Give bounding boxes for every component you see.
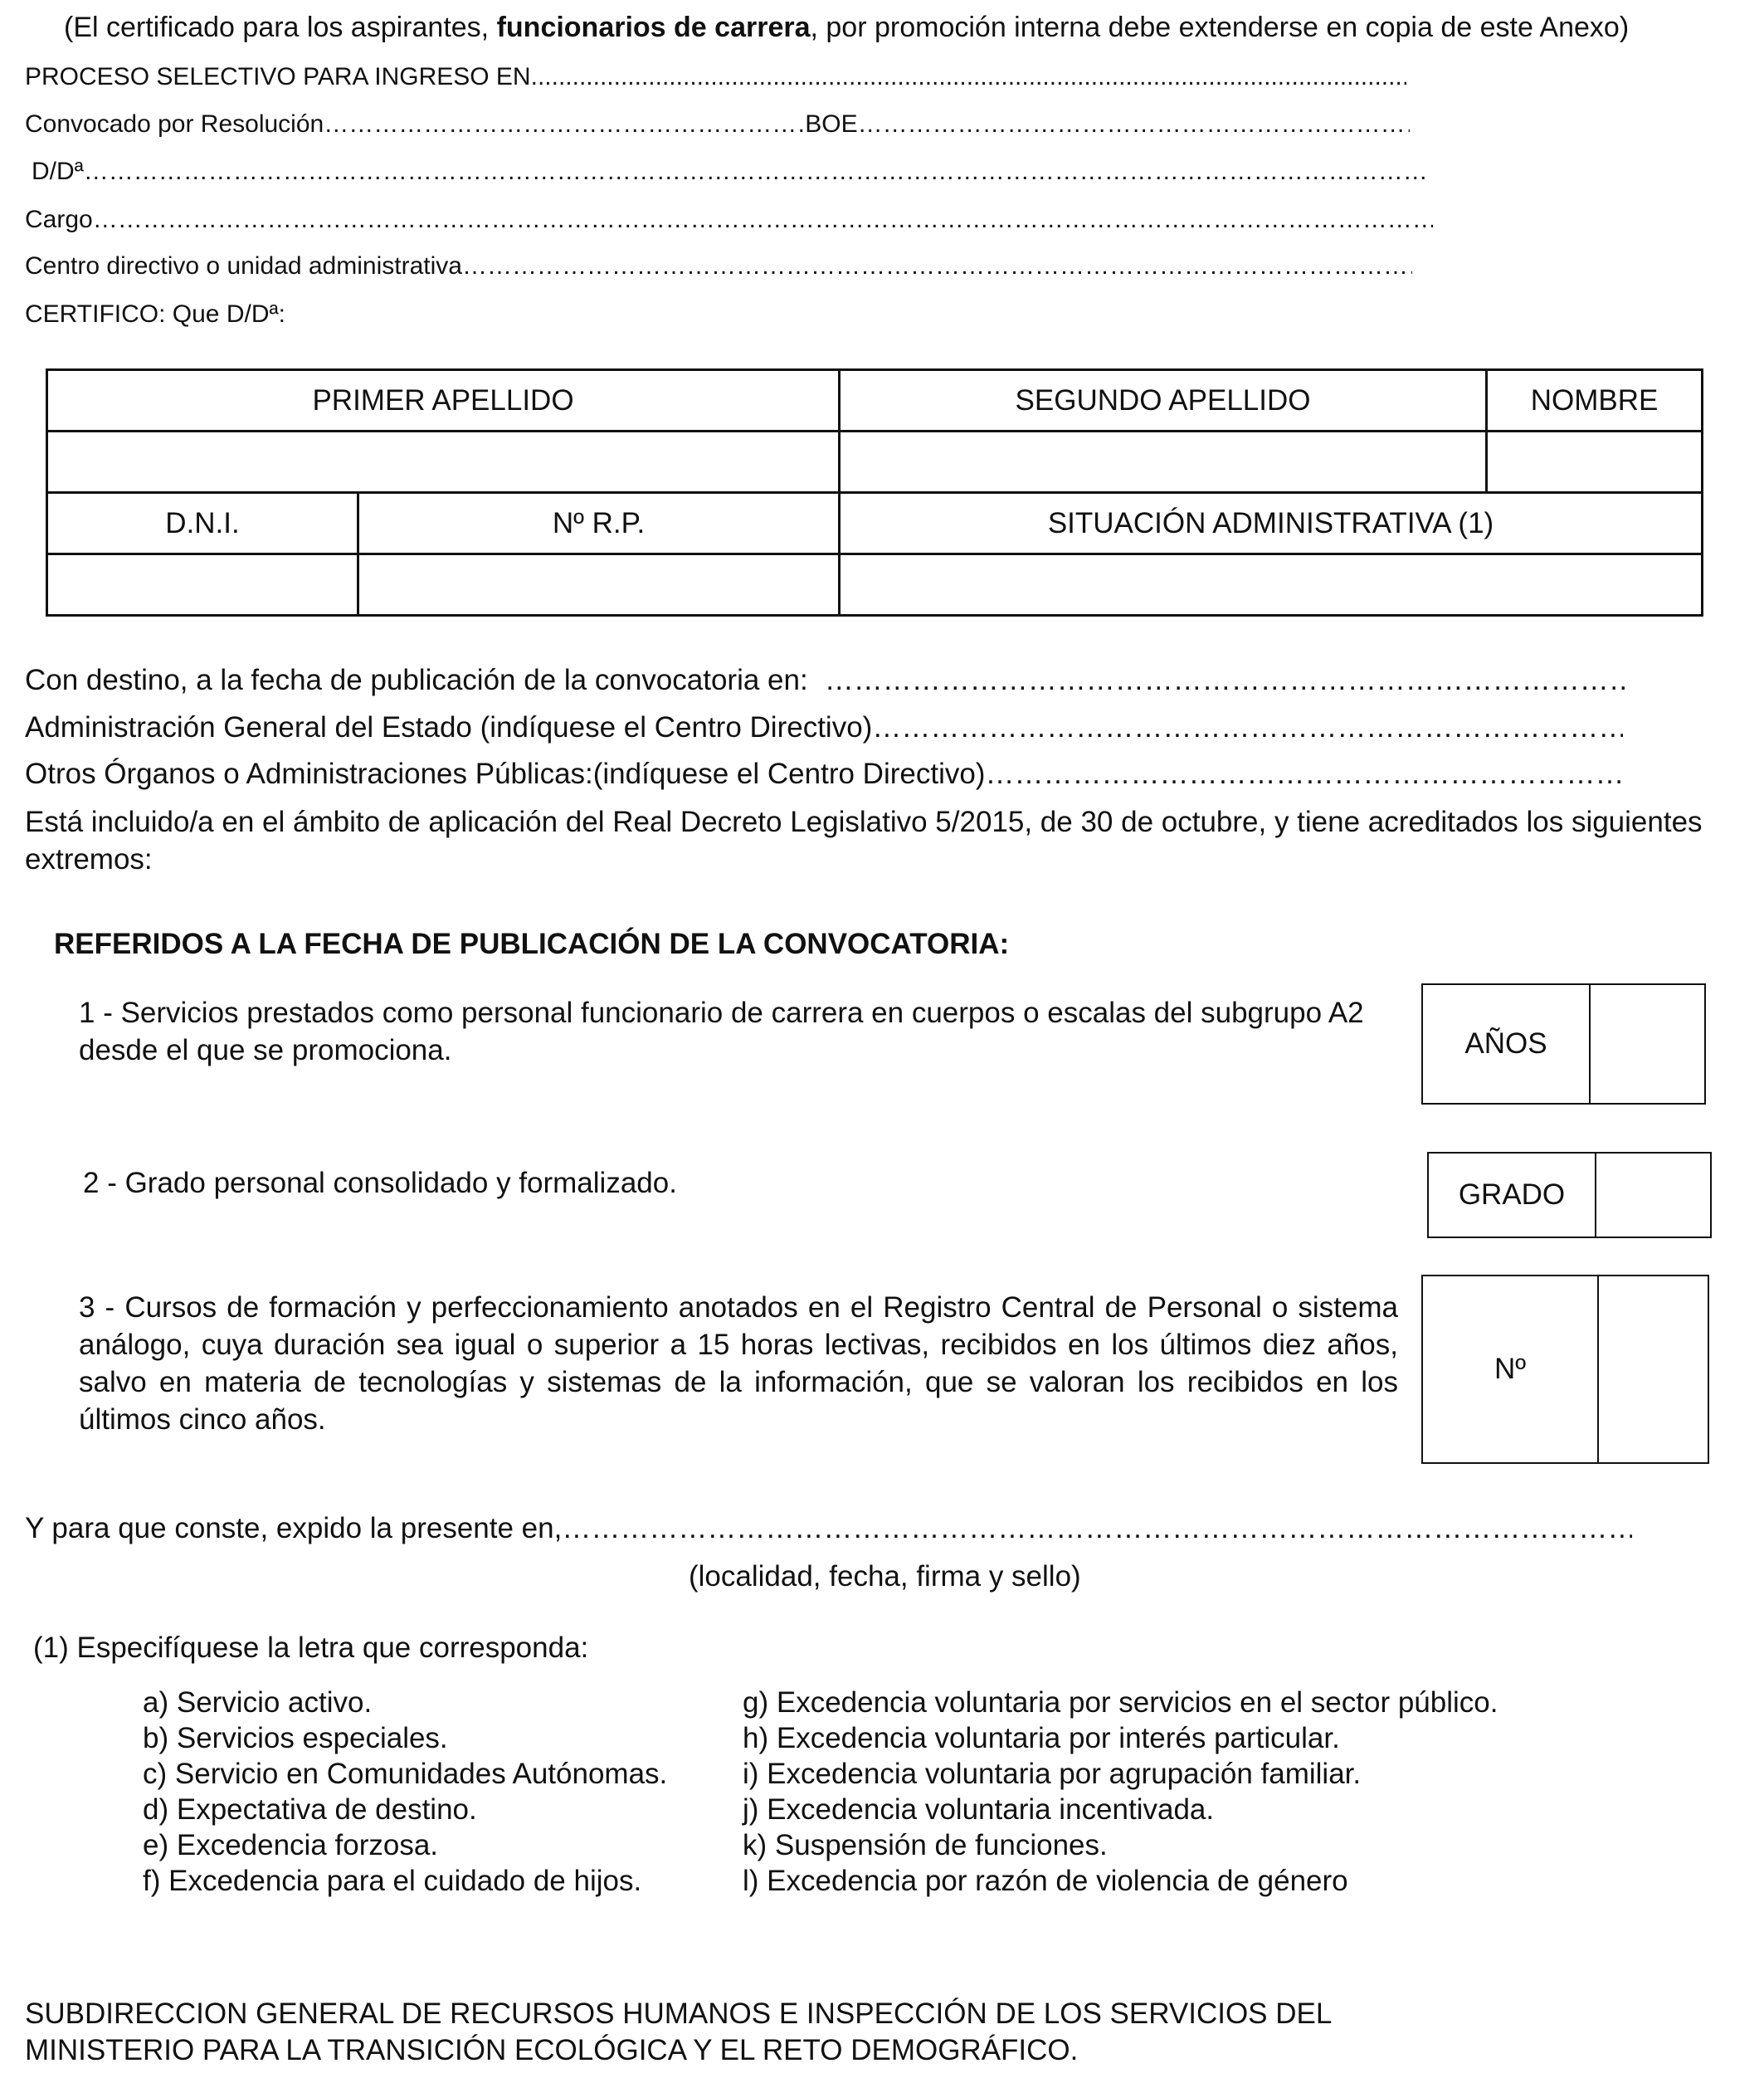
cursos-value-cell[interactable] bbox=[1599, 1276, 1708, 1462]
list-item: e) Excedencia forzosa. bbox=[143, 1829, 439, 1861]
conste-label: Y para que conste, expido la presente en, bbox=[25, 1512, 563, 1544]
dd-label: D/Dª bbox=[32, 158, 84, 185]
grado-label: GRADO bbox=[1429, 1154, 1596, 1237]
ambito-paragraph: Está incluido/a en el ámbito de aplicación del Real Decreto Legislativo 5/2015, de 30 de octubre, y tiene acreditados los siguientes extremos: bbox=[25, 806, 1703, 876]
intro-note bbox=[64, 12, 1629, 44]
segundo-apellido-cell[interactable] bbox=[840, 432, 1487, 493]
grado-value-cell[interactable] bbox=[1596, 1154, 1710, 1237]
conste-field bbox=[25, 1512, 1632, 1545]
con-destino-label: Con destino, a la fecha de publicación de la convocatoria en: bbox=[25, 664, 808, 696]
boe-dotted-line[interactable] bbox=[858, 110, 1410, 139]
situacion-cell[interactable] bbox=[840, 554, 1703, 616]
list-item: k) Suspensión de funciones. bbox=[743, 1829, 1108, 1861]
convocado-field bbox=[25, 110, 1410, 139]
primer-apellido-header: PRIMER APELLIDO bbox=[47, 370, 840, 432]
convocado-label: Convocado por Resolución bbox=[25, 110, 324, 138]
localidad-caption: (localidad, fecha, firma y sello) bbox=[689, 1560, 1081, 1593]
age-label: Administración General del Estado (indíquese el Centro Directivo) bbox=[25, 711, 873, 744]
proceso-label: PROCESO SELECTIVO PARA INGRESO EN bbox=[25, 63, 531, 90]
list-item: b) Servicios especiales. bbox=[143, 1722, 448, 1754]
dni-header: D.N.I. bbox=[47, 493, 358, 554]
grado-box bbox=[1427, 1152, 1712, 1238]
id-input-row bbox=[47, 554, 1703, 616]
situacion-list-right bbox=[743, 1685, 1498, 1899]
anos-label: AÑOS bbox=[1423, 985, 1591, 1103]
item3-text: 3 - Cursos de formación y perfeccionamiento anotados en el Registro Central de Personal o sistema análogo, cuya duración sea igual o superior a 15 horas lectivas, recibidos en los últimos diez años, salvo en materia de tecnologías y sistemas de la información, que se valoran los recibidos en los últimos cinco años. bbox=[79, 1291, 1398, 1436]
intro-text: (El certificado para los aspirantes, bbox=[64, 12, 497, 43]
cargo-dotted-line[interactable] bbox=[93, 206, 1433, 234]
conste-dotted-line[interactable] bbox=[562, 1512, 1632, 1545]
nombre-cell[interactable] bbox=[1487, 432, 1703, 493]
list-item: l) Excedencia por razón de violencia de género bbox=[743, 1865, 1348, 1897]
intro-bold-text: funcionarios de carrera bbox=[496, 12, 811, 43]
boe-label: BOE bbox=[805, 110, 858, 138]
list-item: c) Servicio en Comunidades Autónomas. bbox=[143, 1758, 668, 1790]
dd-field bbox=[32, 158, 1428, 186]
dd-dotted-line[interactable] bbox=[84, 158, 1428, 186]
anos-value-cell[interactable] bbox=[1591, 985, 1704, 1103]
otros-field bbox=[25, 758, 1624, 791]
cargo-label: Cargo bbox=[25, 206, 93, 233]
cargo-field bbox=[25, 206, 1433, 234]
con-destino-field bbox=[25, 664, 1625, 697]
item1-text: 1 - Servicios prestados como personal funcionario de carrera en cuerpos o escalas del subgrupo A2 desde el que se promociona. bbox=[79, 997, 1364, 1066]
intro-text-end: , por promoción interna debe extenderse en copia de este Anexo) bbox=[810, 12, 1630, 43]
name-input-row bbox=[47, 432, 1703, 493]
cursos-label: Nº bbox=[1423, 1276, 1599, 1462]
nota-heading: (1) Especifíquese la letra que corresponda: bbox=[33, 1632, 589, 1664]
list-item: a) Servicio activo. bbox=[143, 1686, 373, 1719]
id-header-row bbox=[47, 493, 1703, 554]
age-dotted-line[interactable] bbox=[872, 711, 1623, 744]
item2-text: 2 - Grado personal consolidado y formalizado. bbox=[83, 1167, 677, 1199]
proceso-field bbox=[25, 63, 1406, 91]
situacion-list-left bbox=[143, 1685, 667, 1899]
otros-dotted-line[interactable] bbox=[985, 758, 1624, 791]
name-header-row bbox=[47, 370, 1703, 432]
convocado-dotted-line[interactable] bbox=[324, 110, 805, 139]
list-item: h) Excedencia voluntaria por interés particular. bbox=[743, 1722, 1340, 1754]
anos-box bbox=[1421, 983, 1706, 1105]
otros-label: Otros Órganos o Administraciones Públicas:(indíquese el Centro Directivo) bbox=[25, 758, 986, 790]
cursos-box bbox=[1421, 1275, 1709, 1464]
segundo-apellido-header: SEGUNDO APELLIDO bbox=[840, 370, 1487, 432]
nrp-header: Nº R.P. bbox=[358, 493, 840, 554]
dni-cell[interactable] bbox=[47, 554, 358, 616]
centro-dotted-line[interactable] bbox=[462, 252, 1412, 280]
primer-apellido-cell[interactable] bbox=[47, 432, 840, 493]
age-field bbox=[25, 711, 1623, 744]
centro-field bbox=[25, 252, 1412, 280]
proceso-dotted-line[interactable] bbox=[531, 63, 1406, 91]
con-destino-dotted-line[interactable] bbox=[825, 664, 1625, 697]
nombre-header: NOMBRE bbox=[1487, 370, 1703, 432]
list-item: i) Excedencia voluntaria por agrupación familiar. bbox=[743, 1758, 1362, 1790]
footer-line-1: SUBDIRECCION GENERAL DE RECURSOS HUMANOS E INSPECCIÓN DE LOS SERVICIOS DEL bbox=[25, 1998, 1333, 2030]
identification-table bbox=[46, 368, 1703, 617]
certifico-label: CERTIFICO: Que D/Dª: bbox=[25, 300, 285, 328]
situacion-header: SITUACIÓN ADMINISTRATIVA (1) bbox=[840, 493, 1703, 554]
footer-line-2: MINISTERIO PARA LA TRANSICIÓN ECOLÓGICA Y EL RETO DEMOGRÁFICO. bbox=[25, 2034, 1079, 2066]
centro-label: Centro directivo o unidad administrativa bbox=[25, 252, 462, 280]
list-item: f) Excedencia para el cuidado de hijos. bbox=[143, 1865, 642, 1897]
referidos-heading: REFERIDOS A LA FECHA DE PUBLICACIÓN DE LA CONVOCATORIA: bbox=[54, 928, 1010, 960]
list-item: d) Expectativa de destino. bbox=[143, 1793, 477, 1826]
nrp-cell[interactable] bbox=[358, 554, 840, 616]
list-item: g) Excedencia voluntaria por servicios en el sector público. bbox=[743, 1686, 1498, 1719]
list-item: j) Excedencia voluntaria incentivada. bbox=[743, 1793, 1215, 1826]
